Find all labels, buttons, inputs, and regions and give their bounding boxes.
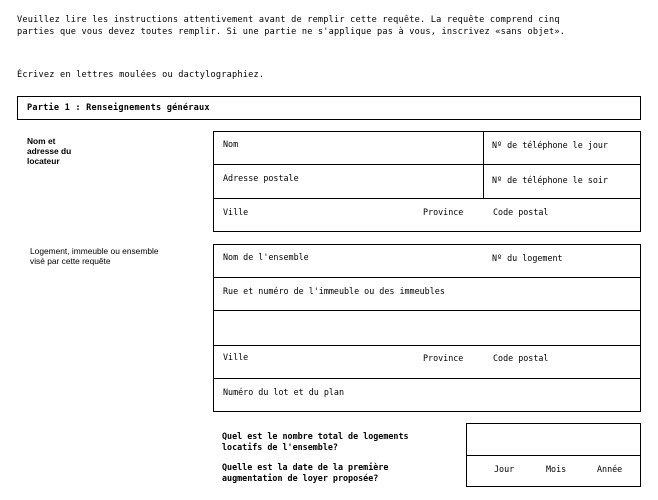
landlord-label-line-2: adresse du (27, 146, 72, 156)
total-units-input[interactable] (467, 424, 640, 454)
total-units-question-line-2: locatifs de l'ensemble? (222, 442, 338, 452)
month-input[interactable]: Mois (546, 464, 567, 474)
mailing-address-field[interactable]: Adresse postale (223, 173, 299, 183)
divider (466, 455, 641, 456)
intro-line-2: parties que vous devez toutes remplir. Si une partie ne s'applique pas à vous, inscrivez «sans objet». (17, 27, 566, 37)
landlord-label-line-3: locateur (27, 156, 60, 166)
divider (213, 378, 641, 379)
part1-header (17, 96, 641, 120)
complex-name-field[interactable]: Nom de l'ensemble (223, 252, 309, 262)
street-field[interactable]: Rue et numéro de l'immeuble ou des immeubles (223, 286, 445, 296)
divider (213, 345, 641, 346)
landlord-province-field[interactable]: Province (423, 207, 464, 217)
increase-date-question-line-1: Quelle est la date de la première (222, 462, 389, 472)
property-city-field[interactable]: Ville (223, 352, 249, 362)
landlord-name-field[interactable]: Nom (223, 139, 239, 149)
evening-phone-field[interactable]: Nº de téléphone le soir (492, 175, 608, 185)
total-units-question-line-1: Quel est le nombre total de logements (222, 431, 409, 441)
landlord-postal-code-field[interactable]: Code postal (493, 207, 549, 217)
divider (213, 198, 641, 199)
property-label (30, 246, 159, 266)
divider (483, 131, 484, 198)
part1-title: Partie 1 : Renseignements généraux (27, 103, 210, 113)
property-label-line-2: visé par cette requête (30, 256, 111, 266)
divider (213, 164, 641, 165)
increase-date-question-line-2: augmentation de loyer proposée? (222, 473, 379, 483)
unit-number-field[interactable]: Nº du logement (492, 253, 563, 263)
year-input[interactable]: Année (597, 464, 623, 474)
landlord-label-line-1: Nom et (27, 136, 56, 146)
landlord-city-field[interactable]: Ville (223, 207, 249, 217)
day-input[interactable]: Jour (494, 464, 515, 474)
intro-line-1: Veuillez lire les instructions attentivement avant de remplir cette requête. La requête comprend cinq (17, 15, 560, 25)
street-continuation-field[interactable] (214, 311, 640, 344)
property-postal-code-field[interactable]: Code postal (493, 353, 549, 363)
day-phone-field[interactable]: Nº de téléphone le jour (492, 140, 608, 150)
divider (213, 277, 641, 278)
lot-plan-field[interactable]: Numéro du lot et du plan (223, 387, 345, 397)
print-instruction: Écrivez en lettres moulées ou dactylographiez. (17, 70, 265, 80)
landlord-label (27, 136, 71, 166)
property-province-field[interactable]: Province (423, 353, 464, 363)
property-label-line-1: Logement, immeuble ou ensemble (30, 246, 159, 256)
